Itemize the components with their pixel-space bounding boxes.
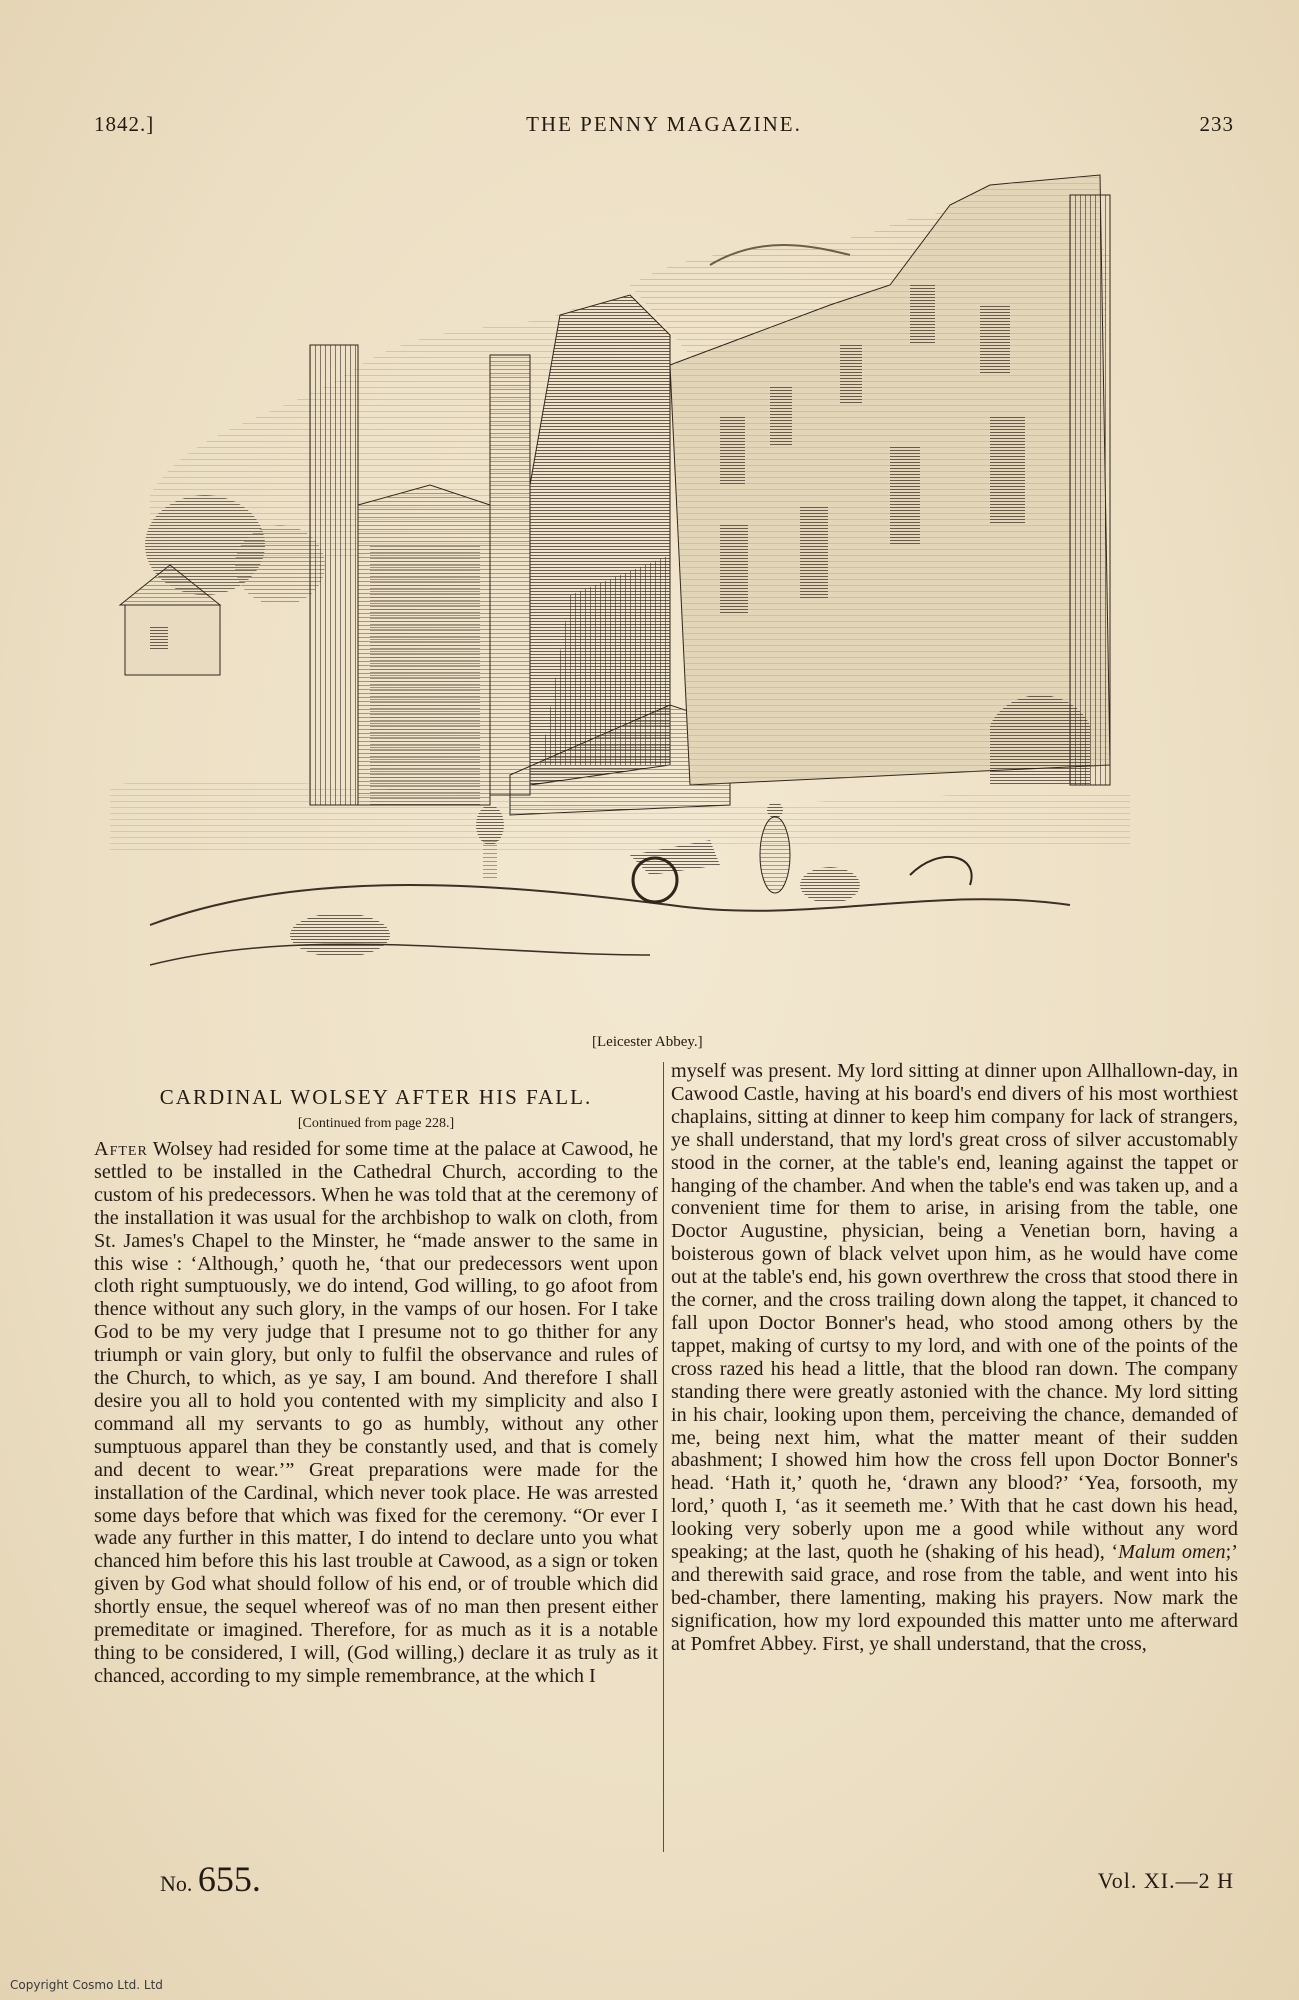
article-text-right-a: myself was present. My lord sitting at dinner upon Allhallown-day, in Cawood Castle, having at his board's end divers of his most worthiest chaplains, sitting at dinner to keep him company for lack of strangers, ye shall understand, that my lord's great cross of silver accustomably stood in the corner, at the table's end, leaning against the tappet or hanging of the chamber. And when the table's end was taken up, and a convenient time for them to arise, in arising from the table, one Doctor Augustine, physician, being a Venetian born, having a boisterous gown of black velvet upon him, as he would have come out at the table's end, his gown overthrew the cross that stood there in the corner, and the cross trailing down along the tappet, it chanced to fall upon Doctor Bonner's head, who stood among others by the tappet, making of curtsy to my lord, and with one of the points of the cross razed his head a little, that the blood ran down. The company standing there were greatly astonied with the chance. My lord sitting in his chair, looking upon them, perceiving the chance, demanded of me, being next him, what the matter meant of their sudden abashment; I showed him how the cross fell upon Doctor Bonner's head. ‘Hath it,’ quoth he, ‘drawn any blood?’ ‘Yea, forsooth, my lord,’ quoth I, ‘as it seemeth me.’ With that he cast down his head, looking very soberly upon me a good while without any word speaking; at the last, quoth he (shaking of his head), ‘	[671, 1060, 1238, 1564]
issue-number-label: No.	[160, 1871, 193, 1896]
continued-note: [Continued from page 228.]	[297, 1116, 455, 1131]
running-head	[94, 108, 1234, 142]
page-footer	[94, 1858, 1234, 1918]
leicester-abbey-engraving	[110, 165, 1230, 1015]
volume-signature: Vol. XI.—2 H	[1097, 1868, 1234, 1893]
article-body-right	[671, 1060, 1238, 1656]
copyright-watermark: Copyright Cosmo Ltd. Ltd	[10, 1978, 163, 1992]
magazine-title: THE PENNY MAGAZINE.	[526, 112, 802, 136]
page-number: 233	[1199, 112, 1234, 136]
header-year: 1842.]	[94, 112, 155, 136]
article-italic-phrase: Malum omen	[1118, 1541, 1226, 1564]
drop-first-word: After	[94, 1138, 148, 1160]
article-text-right-b: ;’ and therewith said grace, and rose from the table, and went into his bed-chamber, there lamenting, making his prayers. Now mark the signification, how my lord expounded this matter unto me afterward at Pomfret Abbey. First, ye shall understand, that the cross,	[671, 1541, 1238, 1655]
illustration-caption: [Leicester Abbey.]	[592, 1034, 703, 1050]
issue-number-value: 655.	[197, 1859, 261, 1899]
article-column-right	[671, 1060, 1238, 1656]
article-title: CARDINAL WOLSEY AFTER HIS FALL.	[159, 1085, 593, 1109]
article-body-left	[94, 1138, 658, 1688]
article-column-left	[94, 1060, 658, 1688]
issue-number	[160, 1858, 261, 1900]
column-rule	[663, 1062, 664, 1852]
article-text-left: Wolsey had resided for some time at the palace at Cawood, he settled to be installed in the Cathedral Church, according to the custom of his predecessors. When he was told that at the ceremony of the installation it was usual for the archbishop to walk on cloth, from St. James's Chapel to the Minster, he “made answer to the same in this wise : ‘Although,’ quoth he, ‘that our predecessors went upon cloth right sumptuously, we do intend, God willing, to go afoot from thence without any such glory, in the vamps of our hosen. For I take God to be my very judge that I presume not to go thither for any triumph or vain glory, but only to fulfil the observance and rules of the Church, to which, as ye say, I am bound. And therefore I shall desire you all to hold you contented with my simplicity and also I command all my servants to go as humbly, without any other sumptuous apparel than they be constantly used, and that is comely and decent to wear.’” Great preparations were made for the installation of the Cardinal, which never took place. He was arrested some days before that which was fixed for the ceremony. “Or ever I wade any further in this matter, I do intend to declare unto you what chanced him before this his last trouble at Cawood, as a sign or token given by God what should follow of his end, or of trouble which did shortly ensue, the sequel whereof was of no man then present either premeditate or imagined. Therefore, for as much as it is a notable thing to be considered, I will, (God willing,) declare it as truly as it chanced, according to my simple remembrance, at the which I	[94, 1138, 658, 1687]
